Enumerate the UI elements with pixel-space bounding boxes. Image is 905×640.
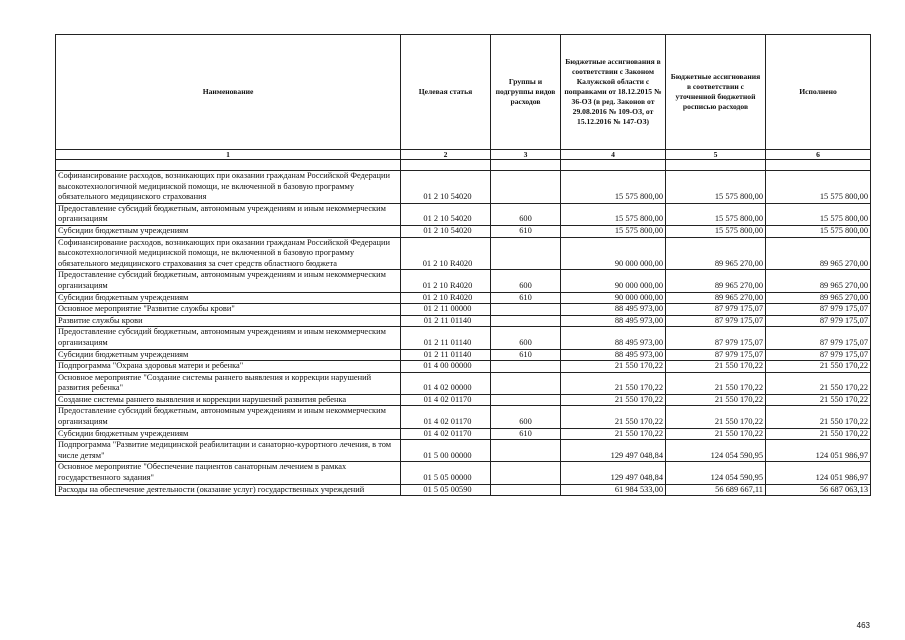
row-executed: 15 575 800,00 (766, 203, 871, 225)
row-group (491, 171, 561, 204)
table-row (56, 225, 871, 237)
header-executed: Исполнено (766, 35, 871, 150)
row-target-article: 01 5 00 00000 (401, 440, 491, 462)
row-executed: 87 979 175,07 (766, 304, 871, 316)
row-target-article: 01 4 02 01170 (401, 406, 491, 428)
column-number: 6 (766, 150, 871, 160)
header-law-allocations: Бюджетные ассигнования в соответствии с Законом Калужской области с поправками от 18.12.2015 № 36-ОЗ (в ред. Законов от 29.08.2016 № 109-ОЗ, от 15.12.2016 № 147-ОЗ) (561, 35, 666, 150)
table-row (56, 428, 871, 440)
column-number: 5 (666, 150, 766, 160)
row-group: 600 (491, 406, 561, 428)
row-law-allocation: 15 575 800,00 (561, 203, 666, 225)
row-target-article: 01 2 11 00000 (401, 304, 491, 316)
spacer-row (56, 160, 871, 171)
row-executed: 15 575 800,00 (766, 225, 871, 237)
row-law-allocation: 21 550 170,22 (561, 428, 666, 440)
row-name: Субсидии бюджетным учреждениям (56, 428, 401, 440)
table-row (56, 270, 871, 292)
row-refined-allocation: 21 550 170,22 (666, 428, 766, 440)
row-name: Предоставление субсидий бюджетным, автономным учреждениям и иным некоммерческим организациям (56, 327, 401, 349)
table-row (56, 361, 871, 373)
row-name: Предоставление субсидий бюджетным, автономным учреждениям и иным некоммерческим организациям (56, 270, 401, 292)
header-name: Наименование (56, 35, 401, 150)
row-refined-allocation: 89 965 270,00 (666, 237, 766, 270)
header-refined-allocations: Бюджетные ассигнования в соответствии с уточненной бюджетной росписью расходов (666, 35, 766, 150)
row-executed: 21 550 170,22 (766, 394, 871, 406)
row-target-article: 01 2 10 54020 (401, 203, 491, 225)
row-executed: 21 550 170,22 (766, 428, 871, 440)
row-refined-allocation: 15 575 800,00 (666, 225, 766, 237)
row-executed: 87 979 175,07 (766, 315, 871, 327)
row-group (491, 361, 561, 373)
row-law-allocation: 88 495 973,00 (561, 327, 666, 349)
table-row (56, 237, 871, 270)
row-group (491, 484, 561, 496)
page-number: 463 (856, 621, 870, 630)
row-group (491, 315, 561, 327)
row-executed: 21 550 170,22 (766, 406, 871, 428)
row-refined-allocation: 15 575 800,00 (666, 171, 766, 204)
column-numbers-row (56, 150, 871, 160)
row-executed: 21 550 170,22 (766, 361, 871, 373)
row-target-article: 01 4 02 01170 (401, 394, 491, 406)
row-target-article: 01 4 02 00000 (401, 372, 491, 394)
row-target-article: 01 2 10 R4020 (401, 292, 491, 304)
row-target-article: 01 4 02 01170 (401, 428, 491, 440)
row-target-article: 01 2 10 54020 (401, 171, 491, 204)
table-row (56, 315, 871, 327)
row-group (491, 304, 561, 316)
row-refined-allocation: 21 550 170,22 (666, 394, 766, 406)
table-row (56, 171, 871, 204)
row-refined-allocation: 21 550 170,22 (666, 406, 766, 428)
row-group: 600 (491, 270, 561, 292)
budget-table-sheet (55, 34, 870, 496)
row-executed: 15 575 800,00 (766, 171, 871, 204)
row-name: Основное мероприятие "Создание системы раннего выявления и коррекции нарушений развития ребенка" (56, 372, 401, 394)
row-law-allocation: 21 550 170,22 (561, 394, 666, 406)
row-refined-allocation: 87 979 175,07 (666, 327, 766, 349)
row-group (491, 237, 561, 270)
row-group (491, 394, 561, 406)
row-group: 610 (491, 349, 561, 361)
row-group: 610 (491, 292, 561, 304)
row-law-allocation: 15 575 800,00 (561, 171, 666, 204)
row-target-article: 01 2 10 54020 (401, 225, 491, 237)
column-number: 4 (561, 150, 666, 160)
column-number: 1 (56, 150, 401, 160)
row-executed: 124 051 986,97 (766, 462, 871, 484)
row-name: Субсидии бюджетным учреждениям (56, 225, 401, 237)
budget-table (55, 34, 871, 496)
table-row (56, 349, 871, 361)
row-target-article: 01 4 00 00000 (401, 361, 491, 373)
row-name: Подпрограмма "Охрана здоровья матери и ребенка" (56, 361, 401, 373)
row-group (491, 440, 561, 462)
row-name: Расходы на обеспечение деятельности (оказание услуг) государственных учреждений (56, 484, 401, 496)
row-group: 600 (491, 327, 561, 349)
table-row (56, 203, 871, 225)
row-executed: 21 550 170,22 (766, 372, 871, 394)
row-refined-allocation: 87 979 175,07 (666, 304, 766, 316)
row-executed: 124 051 986,97 (766, 440, 871, 462)
column-number: 2 (401, 150, 491, 160)
row-refined-allocation: 15 575 800,00 (666, 203, 766, 225)
row-target-article: 01 5 05 00590 (401, 484, 491, 496)
row-name: Субсидии бюджетным учреждениям (56, 349, 401, 361)
row-law-allocation: 129 497 048,84 (561, 440, 666, 462)
row-law-allocation: 90 000 000,00 (561, 270, 666, 292)
row-refined-allocation: 87 979 175,07 (666, 315, 766, 327)
row-refined-allocation: 89 965 270,00 (666, 270, 766, 292)
row-law-allocation: 88 495 973,00 (561, 349, 666, 361)
row-target-article: 01 5 05 00000 (401, 462, 491, 484)
table-row (56, 292, 871, 304)
table-row (56, 484, 871, 496)
row-law-allocation: 61 984 533,00 (561, 484, 666, 496)
row-law-allocation: 15 575 800,00 (561, 225, 666, 237)
table-row (56, 440, 871, 462)
row-law-allocation: 88 495 973,00 (561, 315, 666, 327)
column-number: 3 (491, 150, 561, 160)
table-row (56, 406, 871, 428)
row-law-allocation: 21 550 170,22 (561, 406, 666, 428)
row-name: Подпрограмма "Развитие медицинской реабилитации и санаторно-курортного лечения, в том числе детям" (56, 440, 401, 462)
row-law-allocation: 90 000 000,00 (561, 237, 666, 270)
row-name: Софинансирование расходов, возникающих при оказании гражданам Российской Федерации высокотехнологичной медицинской помощи, не включенной в базовую программу обязательного медицинского страхования за счет средств областного бюджета (56, 237, 401, 270)
table-row (56, 327, 871, 349)
table-row (56, 372, 871, 394)
row-target-article: 01 2 11 01140 (401, 327, 491, 349)
header-row (56, 35, 871, 150)
row-executed: 56 687 063,13 (766, 484, 871, 496)
row-law-allocation: 21 550 170,22 (561, 372, 666, 394)
row-name: Развитие службы крови (56, 315, 401, 327)
row-target-article: 01 2 10 R4020 (401, 270, 491, 292)
row-name: Софинансирование расходов, возникающих при оказании гражданам Российской Федерации высокотехнологичной медицинской помощи, не включенной в базовую программу обязательного медицинского страхования (56, 171, 401, 204)
row-refined-allocation: 124 054 590,95 (666, 440, 766, 462)
row-refined-allocation: 56 689 667,11 (666, 484, 766, 496)
row-group (491, 372, 561, 394)
row-name: Создание системы раннего выявления и коррекции нарушений развития ребенка (56, 394, 401, 406)
header-target-article: Целевая статья (401, 35, 491, 150)
row-law-allocation: 90 000 000,00 (561, 292, 666, 304)
table-row (56, 304, 871, 316)
row-law-allocation: 129 497 048,84 (561, 462, 666, 484)
row-executed: 87 979 175,07 (766, 327, 871, 349)
row-refined-allocation: 21 550 170,22 (666, 361, 766, 373)
row-law-allocation: 21 550 170,22 (561, 361, 666, 373)
row-target-article: 01 2 10 R4020 (401, 237, 491, 270)
row-group: 610 (491, 428, 561, 440)
row-refined-allocation: 124 054 590,95 (666, 462, 766, 484)
row-refined-allocation: 21 550 170,22 (666, 372, 766, 394)
row-group: 610 (491, 225, 561, 237)
header-groups: Группы и подгруппы видов расходов (491, 35, 561, 150)
row-name: Основное мероприятие "Обеспечение пациентов санаторным лечением в рамках государственного задания" (56, 462, 401, 484)
row-law-allocation: 88 495 973,00 (561, 304, 666, 316)
row-executed: 89 965 270,00 (766, 237, 871, 270)
row-group (491, 462, 561, 484)
row-group: 600 (491, 203, 561, 225)
table-body (56, 160, 871, 496)
row-executed: 89 965 270,00 (766, 292, 871, 304)
table-row (56, 394, 871, 406)
row-name: Предоставление субсидий бюджетным, автономным учреждениям и иным некоммерческим организациям (56, 203, 401, 225)
row-target-article: 01 2 11 01140 (401, 315, 491, 327)
row-refined-allocation: 89 965 270,00 (666, 292, 766, 304)
row-name: Субсидии бюджетным учреждениям (56, 292, 401, 304)
row-executed: 89 965 270,00 (766, 270, 871, 292)
row-refined-allocation: 87 979 175,07 (666, 349, 766, 361)
row-executed: 87 979 175,07 (766, 349, 871, 361)
table-row (56, 462, 871, 484)
row-name: Предоставление субсидий бюджетным, автономным учреждениям и иным некоммерческим организациям (56, 406, 401, 428)
row-target-article: 01 2 11 01140 (401, 349, 491, 361)
row-name: Основное мероприятие "Развитие службы крови" (56, 304, 401, 316)
